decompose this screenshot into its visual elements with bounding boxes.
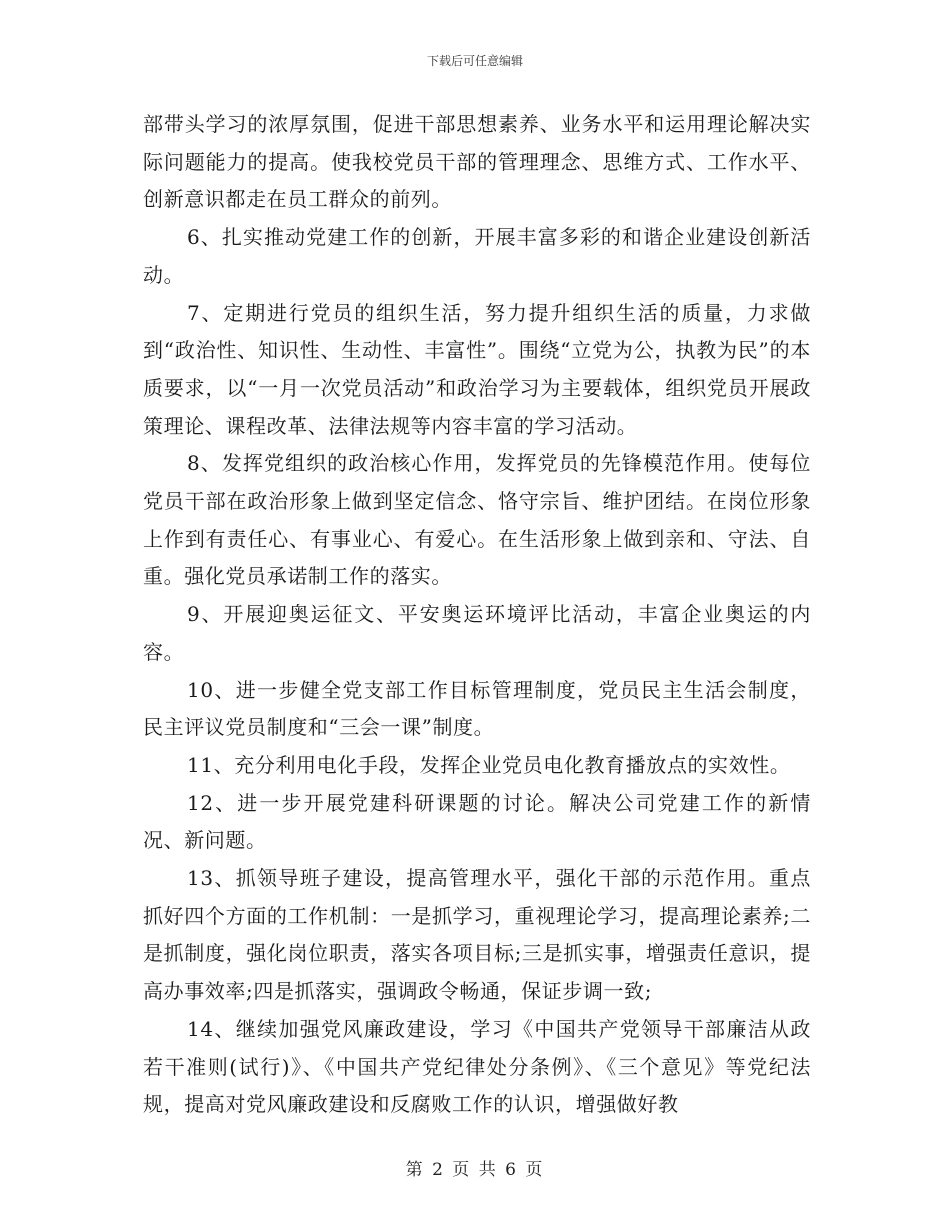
paragraph-7: 7、定期进行党员的组织生活，努力提升组织生活的质量，力求做到“政治性、知识性、生动性、丰富性”。围绕“立党为公，执教为民”的本质要求，以“一月一次党员活动”和政治学习为主要载体，组织党员开展政策理论、课程改革、法律法规等内容丰富的学习活动。	[143, 300, 811, 438]
paragraph-6: 6、扎实推动党建工作的创新，开展丰富多彩的和谐企业建设创新活动。	[143, 225, 811, 287]
paragraph-11: 11、充分利用电化手段，发挥企业党员电化教育播放点的实效性。	[187, 752, 791, 777]
paragraph-8: 8、发挥党组织的政治核心作用，发挥党员的先锋模范作用。使每位党员干部在政治形象上做到坚定信念、恪守宗旨、维护团结。在岗位形象上作到有责任心、有事业心、有爱心。在生活形象上做到亲和、守法、自重。强化党员承诺制工作的落实。	[143, 451, 811, 589]
paragraph-9: 9、开展迎奥运征文、平安奥运环境评比活动，丰富企业奥运的内容。	[143, 602, 811, 664]
page-header: 下载后可任意编辑	[426, 54, 523, 68]
document-body	[143, 106, 811, 1124]
page-number-footer: 第 2 页 共 6 页	[405, 1160, 545, 1180]
paragraph-10: 10、进一步健全党支部工作目标管理制度，党员民主生活会制度，民主评议党员制度和“三会一课”制度。	[143, 677, 811, 740]
paragraph-0: 部带头学习的浓厚氛围，促进干部思想素养、业务水平和运用理论解决实际问题能力的提高。使我校党员干部的管理理念、思维方式、工作水平、创新意识都走在员工群众的前列。	[143, 112, 811, 212]
paragraph-14: 14、继续加强党风廉政建设，学习《中国共产党领导干部廉洁从政若干准则(试行)》、《中国共产党纪律处分条例》、《三个意见》等党纪法规，提高对党风廉政建设和反腐败工作的认识，增强做好教	[143, 1016, 811, 1117]
paragraph-12: 12、进一步开展党建科研课题的讨论。解决公司党建工作的新情况、新问题。	[143, 790, 811, 853]
paragraph-13: 13、抓领导班子建设，提高管理水平，强化干部的示范作用。重点抓好四个方面的工作机制：一是抓学习，重视理论学习，提高理论素养;二是抓制度，强化岗位职责，落实各项目标;三是抓实事，增强责任意识，提高办事效率;四是抓落实，强调政令畅通，保证步调一致;	[143, 866, 811, 1004]
